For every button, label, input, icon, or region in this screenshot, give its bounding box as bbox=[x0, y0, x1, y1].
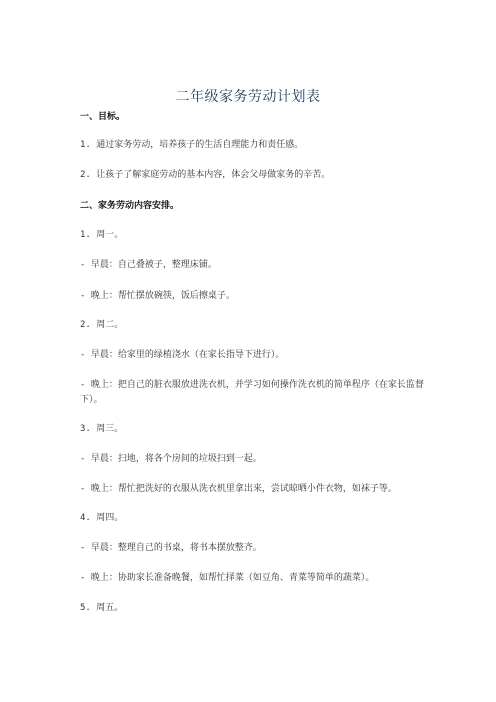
goal-item-1: 1. 通过家务劳动，培养孩子的生活自理能力和责任感。 bbox=[80, 140, 304, 150]
day-label-tuesday: 2. 周二。 bbox=[80, 320, 124, 330]
tuesday-morning-task: - 早晨：给家里的绿植浇水（在家长指导下进行）。 bbox=[80, 350, 285, 360]
wednesday-evening-task: - 晚上：帮忙把洗好的衣服从洗衣机里拿出来，尝试晾晒小件衣物，如袜子等。 bbox=[80, 484, 397, 494]
thursday-evening-task: - 晚上：协助家长准备晚餐，如帮忙择菜（如豆角、青菜等简单的蔬菜）。 bbox=[80, 573, 375, 583]
day-label-wednesday: 3. 周三。 bbox=[80, 424, 124, 434]
section-heading-schedule: 二、家务劳动内容安排。 bbox=[80, 201, 180, 211]
day-label-monday: 1. 周一。 bbox=[80, 230, 124, 240]
thursday-morning-task: - 早晨：整理自己的书桌，将书本摆放整齐。 bbox=[80, 543, 262, 553]
day-label-thursday: 4. 周四。 bbox=[80, 513, 124, 523]
goal-item-2: 2. 让孩子了解家庭劳动的基本内容，体会父母做家务的辛苦。 bbox=[80, 170, 331, 180]
monday-evening-task: - 晚上：帮忙摆放碗筷，饭后擦桌子。 bbox=[80, 291, 235, 301]
tuesday-evening-task: - 晚上：把自己的脏衣服放进洗衣机，并学习如何操作洗衣机的简单程序（在家长监督下）。 bbox=[80, 380, 424, 405]
page-title: 二年级家务劳动计划表 bbox=[175, 89, 321, 105]
wednesday-morning-task: - 早晨：扫地，将各个房间的垃圾扫到一起。 bbox=[80, 454, 262, 464]
monday-morning-task: - 早晨：自己叠被子，整理床铺。 bbox=[80, 260, 217, 270]
day-label-friday: 5. 周五。 bbox=[80, 603, 124, 613]
section-heading-goals: 一、目标。 bbox=[80, 112, 126, 122]
